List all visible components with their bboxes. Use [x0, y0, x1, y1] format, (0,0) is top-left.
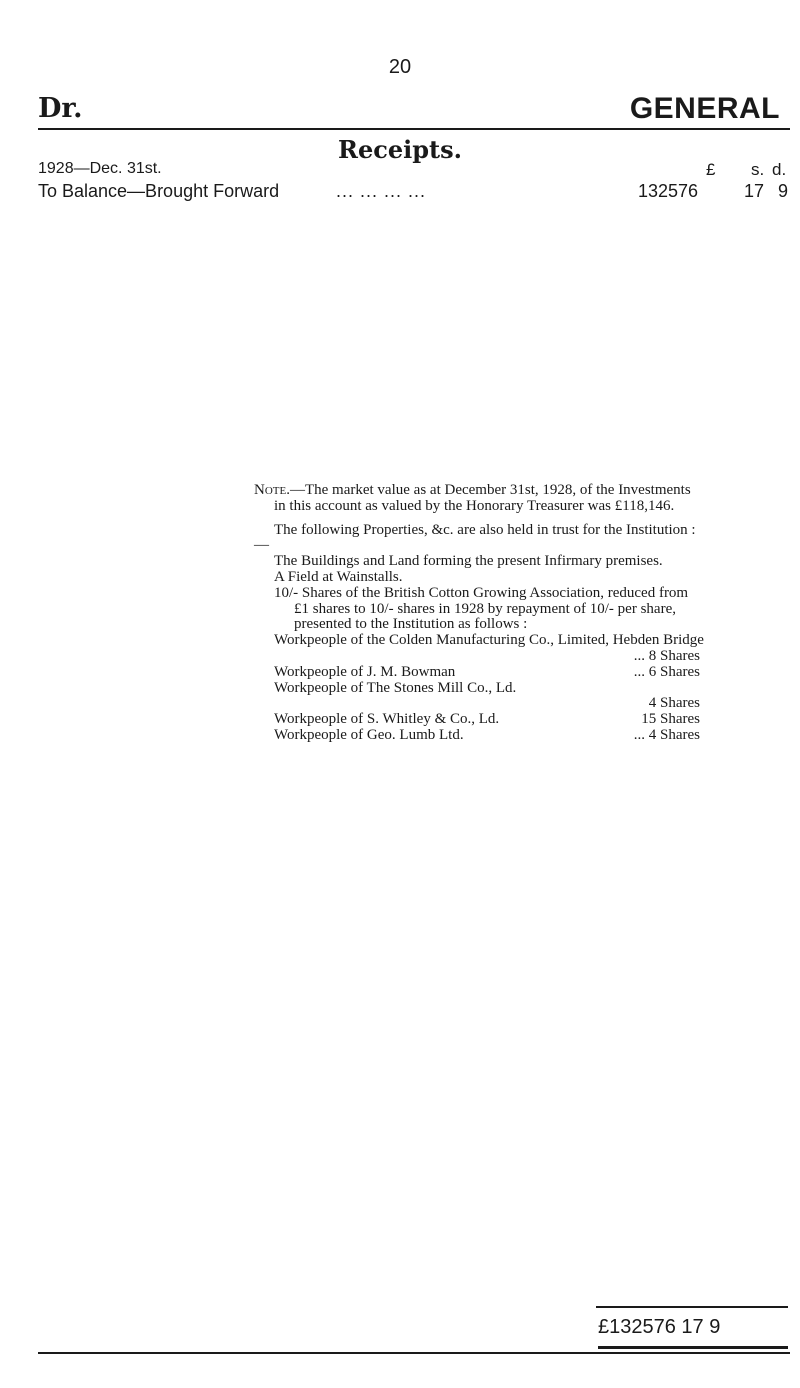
note-first-text: —The market value as at December 31st, 1928, of the Investments in this account as valued by the Honorary Treasurer was £118,146. [274, 482, 691, 514]
note-item: The Buildings and Land forming the present Infirmary premises. [274, 553, 663, 570]
account-heading: GENERAL [629, 92, 780, 125]
grand-total: £132576 17 9 [598, 1316, 721, 1338]
footer-rule [38, 1352, 790, 1354]
shareholding-holder: Workpeople of the Colden Manufacturing Co., Limited, Hebden Bridge [274, 632, 704, 649]
shareholding-shares: 4 Shares [648, 695, 700, 712]
shareholding-shares: ... 6 Shares [633, 663, 700, 680]
balance-pence: 9 [778, 181, 789, 201]
balance-shillings: 17 [744, 181, 765, 201]
shareholding-holder: Workpeople of J. M. Bowman [274, 663, 456, 680]
balance-pounds: 132576 [638, 181, 699, 201]
header-rule [38, 128, 790, 130]
shareholding-shares: ... 4 Shares [633, 726, 700, 743]
note-item: 10/- Shares of the British Cotton Growing Association, reduced from £1 shares to 10/- shares in 1928 by repayment of 10/- per share, presented to the Institution as follows : [274, 584, 689, 633]
debit-label: Dr. [38, 93, 83, 124]
investments-note [254, 483, 704, 744]
note-second-intro: The following Properties, &c. are also held in trust for the Institution : — [254, 521, 696, 554]
note-label: Note. [254, 482, 290, 498]
shareholding-row [254, 712, 704, 728]
shillings-header: s. [751, 160, 765, 179]
pence-header: d. [772, 160, 787, 179]
pounds-header: £ [706, 160, 716, 179]
section-title: Receipts. [338, 135, 462, 164]
shareholding-row [254, 665, 704, 681]
shareholding-shares: ... 8 Shares [633, 647, 700, 664]
balance-description: To Balance—Brought Forward [38, 181, 280, 201]
total-rule [596, 1306, 788, 1308]
shareholding-holder: Workpeople of The Stones Mill Co., Ld. [274, 679, 517, 696]
shareholding-row [254, 728, 704, 744]
shareholding-holder: Workpeople of Geo. Lumb Ltd. [274, 726, 464, 743]
entry-date: 1928—Dec. 31st. [38, 160, 162, 177]
shareholding-holder: Workpeople of S. Whitley & Co., Ld. [274, 711, 500, 728]
note-first-paragraph [254, 483, 704, 515]
total-double-rule [598, 1346, 788, 1349]
note-item: A Field at Wainstalls. [274, 568, 403, 585]
leader-dots: ... ... ... ... [336, 181, 427, 201]
page-number: 20 [388, 56, 412, 78]
shareholding-shares: 15 Shares [641, 711, 700, 728]
